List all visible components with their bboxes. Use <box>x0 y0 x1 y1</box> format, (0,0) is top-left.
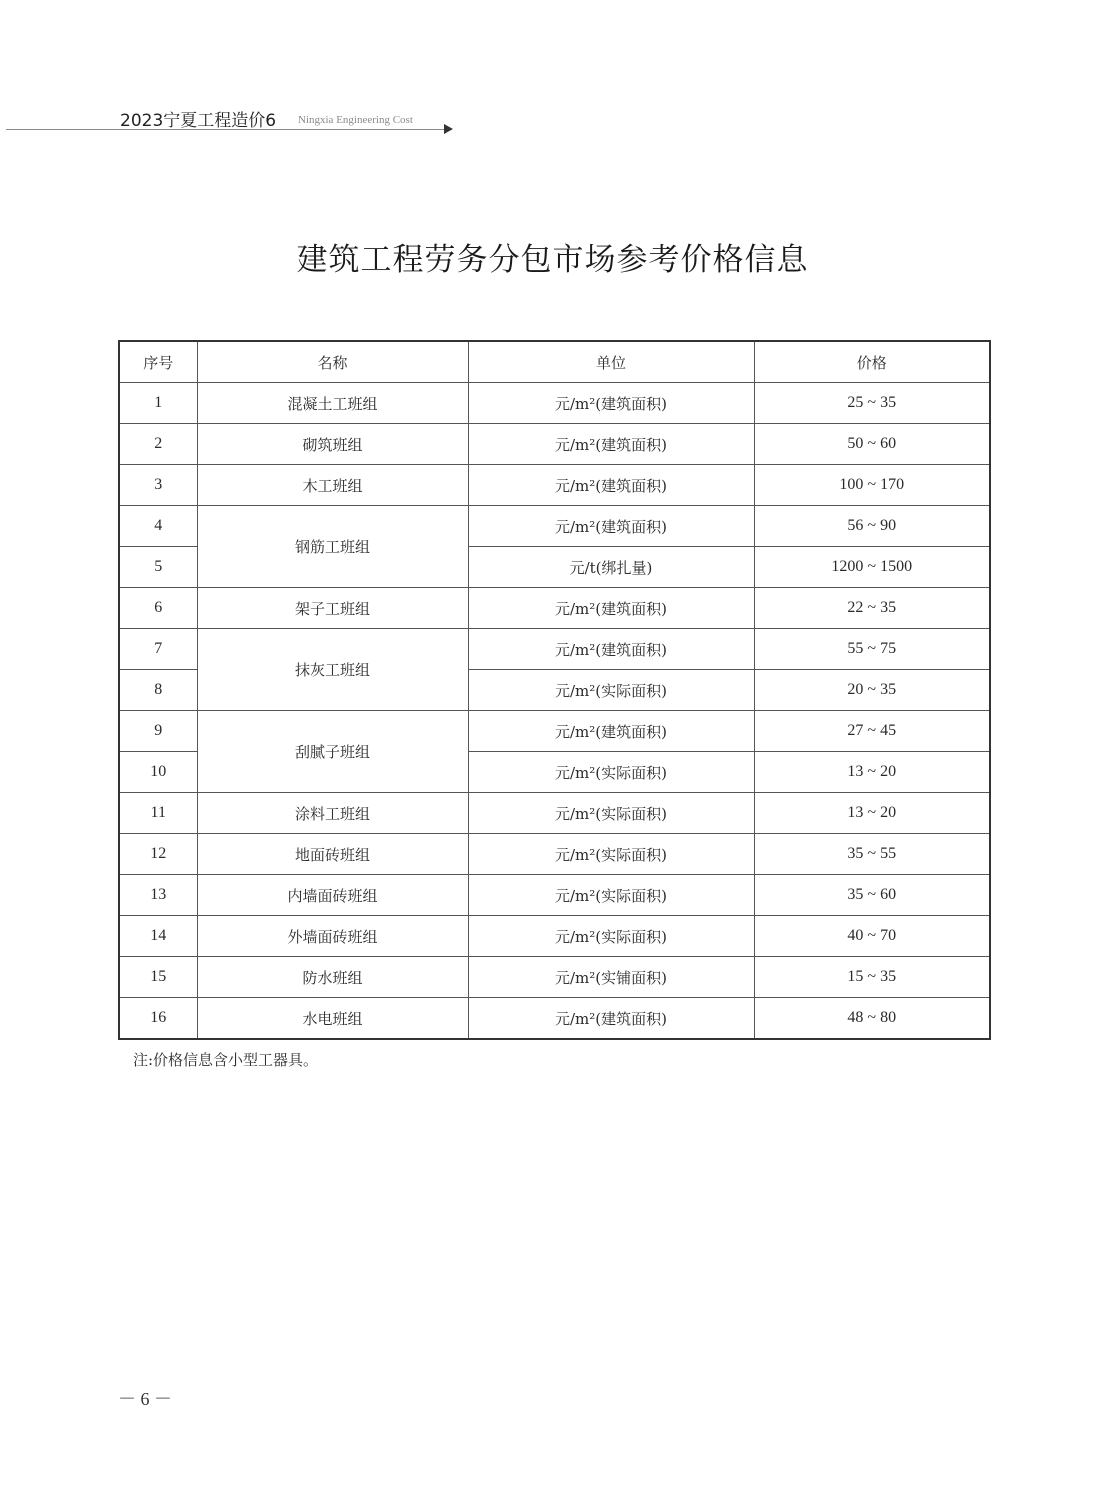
row-unit: 元/m²(实际面积) <box>468 752 754 793</box>
table-row <box>119 916 990 957</box>
row-number: 16 <box>119 998 197 1040</box>
row-unit: 元/m²(实际面积) <box>468 916 754 957</box>
table-row <box>119 834 990 875</box>
row-price: 35 ~ 55 <box>754 834 990 875</box>
table-row <box>119 998 990 1040</box>
row-unit: 元/m²(建筑面积) <box>468 629 754 670</box>
row-name: 混凝土工班组 <box>197 383 468 424</box>
row-unit: 元/t(绑扎量) <box>468 547 754 588</box>
row-number: 13 <box>119 875 197 916</box>
row-number: 12 <box>119 834 197 875</box>
row-number: 6 <box>119 588 197 629</box>
row-price: 1200 ~ 1500 <box>754 547 990 588</box>
row-number: 7 <box>119 629 197 670</box>
table-row <box>119 629 990 670</box>
row-price: 25 ~ 35 <box>754 383 990 424</box>
table-row <box>119 957 990 998</box>
row-name: 架子工班组 <box>197 588 468 629</box>
row-name: 外墙面砖班组 <box>197 916 468 957</box>
row-unit: 元/m²(实际面积) <box>468 793 754 834</box>
row-name: 砌筑班组 <box>197 424 468 465</box>
row-unit: 元/m²(建筑面积) <box>468 711 754 752</box>
row-name: 钢筋工班组 <box>197 506 468 588</box>
row-price: 13 ~ 20 <box>754 752 990 793</box>
row-price: 27 ~ 45 <box>754 711 990 752</box>
row-unit: 元/m²(实际面积) <box>468 834 754 875</box>
row-number: 3 <box>119 465 197 506</box>
row-price: 15 ~ 35 <box>754 957 990 998</box>
column-header-no: 序号 <box>119 341 197 383</box>
row-name: 地面砖班组 <box>197 834 468 875</box>
row-number: 2 <box>119 424 197 465</box>
row-number: 5 <box>119 547 197 588</box>
row-unit: 元/m²(建筑面积) <box>468 998 754 1040</box>
row-name: 水电班组 <box>197 998 468 1040</box>
table-row <box>119 875 990 916</box>
table-row <box>119 465 990 506</box>
running-header <box>0 104 460 136</box>
column-header-name: 名称 <box>197 341 468 383</box>
row-price: 13 ~ 20 <box>754 793 990 834</box>
row-unit: 元/m²(建筑面积) <box>468 588 754 629</box>
row-number: 11 <box>119 793 197 834</box>
row-price: 55 ~ 75 <box>754 629 990 670</box>
row-number: 10 <box>119 752 197 793</box>
row-name: 抹灰工班组 <box>197 629 468 711</box>
row-number: 9 <box>119 711 197 752</box>
arrow-right-icon <box>444 124 453 134</box>
row-unit: 元/m²(实际面积) <box>468 670 754 711</box>
row-name: 防水班组 <box>197 957 468 998</box>
page-title: 建筑工程劳务分包市场参考价格信息 <box>296 242 809 278</box>
row-unit: 元/m²(实际面积) <box>468 875 754 916</box>
table-header-row <box>119 341 990 383</box>
row-unit: 元/m²(实铺面积) <box>468 957 754 998</box>
row-number: 8 <box>119 670 197 711</box>
column-header-unit: 单位 <box>468 341 754 383</box>
row-number: 14 <box>119 916 197 957</box>
row-name: 涂料工班组 <box>197 793 468 834</box>
row-price: 20 ~ 35 <box>754 670 990 711</box>
journal-title: 2023宁夏工程造价6 <box>120 111 277 131</box>
row-number: 15 <box>119 957 197 998</box>
row-price: 100 ~ 170 <box>754 465 990 506</box>
page-number: － 6 － <box>118 1389 172 1409</box>
table-row <box>119 506 990 547</box>
table-row <box>119 383 990 424</box>
row-price: 22 ~ 35 <box>754 588 990 629</box>
row-price: 35 ~ 60 <box>754 875 990 916</box>
row-unit: 元/m²(建筑面积) <box>468 383 754 424</box>
row-number: 1 <box>119 383 197 424</box>
journal-subtitle: Ningxia Engineering Cost <box>298 114 413 126</box>
row-price: 40 ~ 70 <box>754 916 990 957</box>
table-row <box>119 793 990 834</box>
row-price: 48 ~ 80 <box>754 998 990 1040</box>
row-unit: 元/m²(建筑面积) <box>468 465 754 506</box>
row-name: 刮腻子班组 <box>197 711 468 793</box>
table-footnote: 注:价格信息含小型工器具。 <box>133 1051 319 1069</box>
header-rule <box>6 129 446 130</box>
table-row <box>119 711 990 752</box>
row-price: 50 ~ 60 <box>754 424 990 465</box>
row-unit: 元/m²(建筑面积) <box>468 506 754 547</box>
column-header-price: 价格 <box>754 341 990 383</box>
row-unit: 元/m²(建筑面积) <box>468 424 754 465</box>
price-table <box>118 340 991 1040</box>
table-row <box>119 588 990 629</box>
row-price: 56 ~ 90 <box>754 506 990 547</box>
row-name: 木工班组 <box>197 465 468 506</box>
row-number: 4 <box>119 506 197 547</box>
table-row <box>119 424 990 465</box>
row-name: 内墙面砖班组 <box>197 875 468 916</box>
